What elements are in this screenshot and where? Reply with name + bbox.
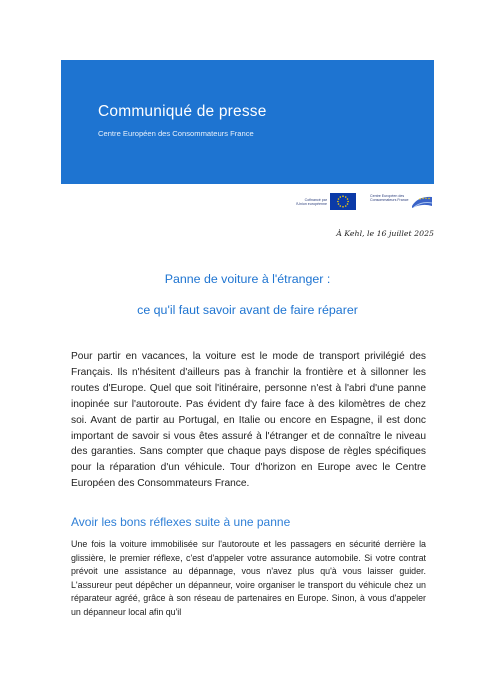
cec-flag-icon	[410, 194, 434, 210]
banner-title: Communiqué de presse	[98, 103, 267, 120]
section-title: Avoir les bons réflexes suite à une panne	[71, 515, 291, 529]
cec-logo: Centre Européen des Consommateurs France	[370, 194, 409, 203]
eu-flag-icon	[330, 193, 356, 210]
banner-subtitle: Centre Européen des Consommateurs France	[98, 129, 254, 138]
headline-line-1: Panne de voiture à l'étranger :	[164, 272, 331, 286]
eu-cofund-logo: Cofinancé par l'Union européenne	[295, 198, 327, 207]
press-release-banner	[61, 60, 434, 184]
dateline: À Kehl, le 16 juillet 2025	[336, 229, 434, 238]
headline-line-2: ce qu'il faut savoir avant de faire réparer	[137, 303, 358, 317]
section-paragraph: Une fois la voiture immobilisée sur l'autoroute et les passagers en sécurité derrière la glissière, le premier réflexe, c'est d'appeler votre assurance automobile. Si votre contrat prévoit une assistance au dépannage, vous n'avez plus qu'à vous laisser guider. L'assureur peut dépêcher un dépanneur, voire organiser le transport du véhicule chez un réparateur agréé, grâce à son réseau de partenaires en Europe. Sinon, à vous d'appeler un dépanneur local afin qu'il	[71, 539, 426, 617]
intro-paragraph: Pour partir en vacances, la voiture est le mode de transport privilégié des Français. Ils n'hésitent d'ailleurs pas à franchir la frontière et à sillonner les routes d'Europe. Quel que soit l'itinéraire, personne n'est à l'abri d'une panne inopinée sur l'autoroute. Pas évident d'y faire face à des kilomètres de chez soi. Avant de partir au Portugal, en Italie ou encore en Espagne, il est donc important de savoir si vous êtes assuré à l'étranger et de connaître le niveau des garanties. Sans compter que chaque pays dispose de règles spécifiques pour la réparation d'un véhicule. Tour d'horizon en Europe avec le Centre Européen des Consommateurs France.	[71, 351, 426, 490]
